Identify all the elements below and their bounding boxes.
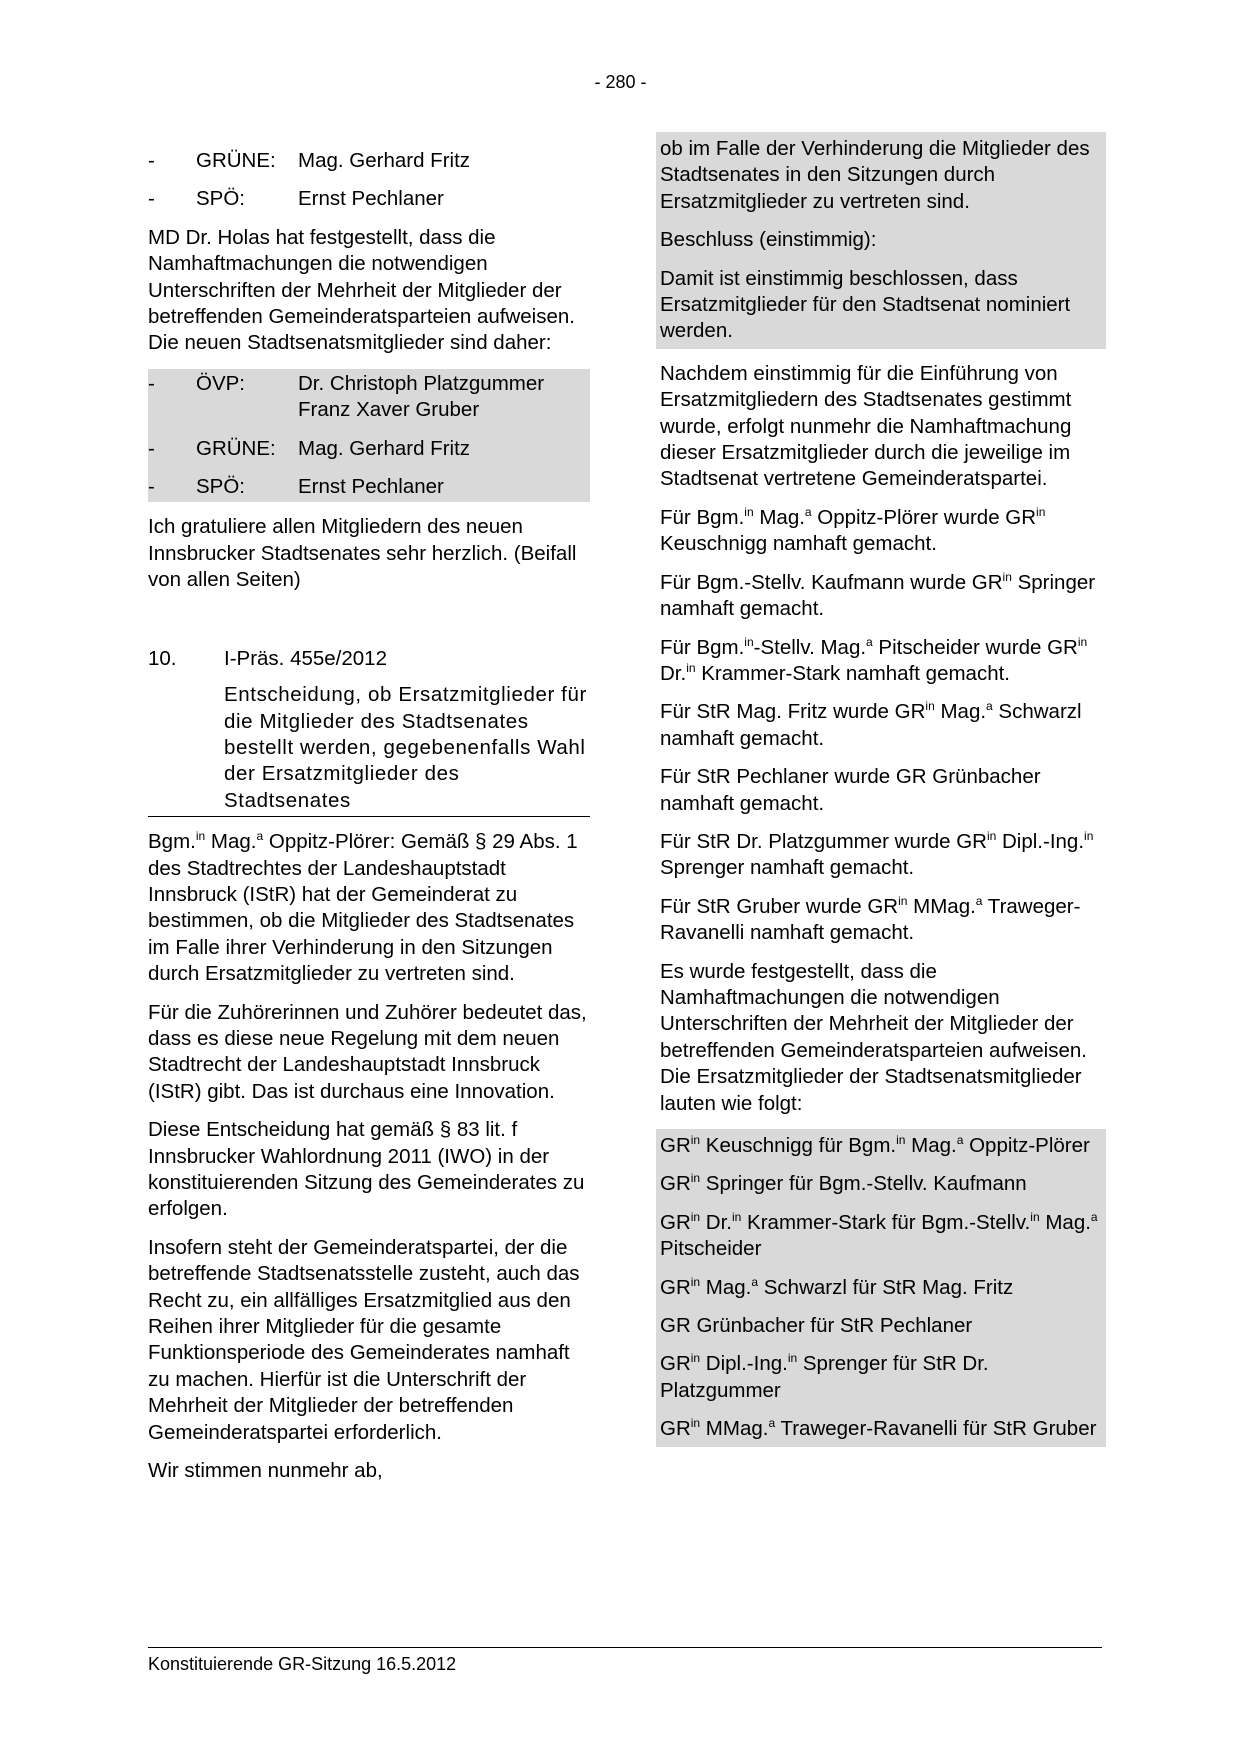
superscript: in (690, 1133, 701, 1147)
superscript: a (975, 893, 983, 908)
text-run: Oppitz-Plörer (963, 1134, 1090, 1157)
nomination-item (660, 764, 1102, 817)
text-run: Pitscheider (660, 1237, 762, 1261)
nomination-item (660, 635, 1102, 688)
member-item (660, 1313, 1102, 1339)
superscript: a (866, 634, 873, 649)
text-run: Für StR Dr. Platzgummer wurde GR (660, 829, 987, 853)
list-item (148, 186, 590, 212)
text-run: Mag. (905, 1134, 957, 1157)
superscript: a (768, 1416, 776, 1431)
party-label: ÖVP: (196, 371, 245, 395)
footer-divider (148, 1647, 1102, 1648)
list-dash: - (148, 371, 155, 395)
list-item (148, 436, 590, 474)
footer: Konstituierende GR-Sitzung 16.5.2012 (148, 1654, 457, 1674)
member-name: Franz Xaver Gruber (298, 398, 480, 422)
member-name: Mag. Gerhard Fritz (298, 436, 471, 460)
text-run: Oppitz-Plörer wurde GR (811, 505, 1037, 529)
text-run: Keuschnigg für Bgm. (700, 1134, 897, 1157)
text-run: GR (660, 1172, 691, 1196)
text-run: Mag. (753, 505, 805, 529)
text-run: Traweger-Ravanelli für StR Gruber (775, 1417, 1097, 1441)
superscript: in (896, 1133, 906, 1147)
member-name: Mag. Gerhard Fritz (298, 149, 471, 172)
text-run: Schwarzl namhaft gemacht. (660, 700, 1082, 750)
text-run: Schwarzl für StR Mag. Fritz (758, 1275, 1014, 1299)
member-name: Ernst Pechlaner (298, 475, 444, 499)
nomination-item (660, 894, 1102, 947)
shaded-block-resolution (656, 132, 1106, 349)
list-item (148, 371, 590, 436)
list-dash: - (148, 436, 155, 460)
nomination-item (660, 505, 1102, 558)
party-label: GRÜNE: (196, 149, 276, 172)
text-run: Springer namhaft gemacht. (660, 570, 1096, 621)
text-run: GR (660, 1352, 691, 1376)
superscript: in (1077, 634, 1088, 649)
paragraph: Insofern steht der Gemeinderatspartei, der die betreffende Stadtsenatsstelle zusteht, auch das Recht zu, ein allfälliges Ersatzmitglied aus den Reihen ihrer Mitglieder für die gesamte Funktionsperiode des Gemeinderates namhaft zu machen. Hierfür ist die Unterschrift der Mehrheit der Mitglieder der betreffenden Gemeinderatspartei erforderlich. (148, 1235, 580, 1444)
agenda-item-subject: Entscheidung, ob Ersatzmitglieder für die Mitglieder des Stadtsenates bestellt werden, gegebenenfalls Wahl der Ersatzmitglieder des Stadtsenates (148, 682, 590, 817)
paragraph: Für die Zuhörerinnen und Zuhörer bedeutet das, dass es diese neue Regelung mit dem neuen Stadtrecht der Landeshauptstadt Innsbruck (IStR) gibt. Das ist durchaus eine Innovation. (148, 1000, 587, 1103)
text-run: MMag. (700, 1417, 769, 1441)
text-run: Sprenger namhaft gemacht. (660, 856, 915, 880)
text-run: MMag. (907, 894, 976, 918)
text-run: GR (660, 1134, 691, 1157)
text-run: Traweger-Ravanelli namhaft gemacht. (660, 894, 1081, 945)
superscript: in (986, 828, 997, 843)
paragraph: Ich gratuliere allen Mitgliedern des neuen Innsbrucker Stadtsenates sehr herzlich. (Beifall von allen Seiten) (148, 515, 577, 592)
superscript: a (751, 1274, 759, 1289)
text-run: Dipl.-Ing. (996, 829, 1085, 853)
superscript: in (195, 829, 206, 844)
superscript: a (1090, 1209, 1098, 1224)
text-run: GR (660, 1417, 691, 1441)
text-run: Keuschnigg namhaft gemacht. (660, 532, 937, 556)
text-run: Für Bgm. (660, 505, 745, 529)
member-name: Ernst Pechlaner (298, 187, 444, 211)
superscript: a (804, 504, 812, 519)
text-run: GR Grünbacher für StR Pechlaner (660, 1314, 973, 1338)
superscript: in (744, 504, 754, 519)
text-run: Dipl.-Ing. (700, 1352, 788, 1376)
superscript: in (690, 1351, 701, 1366)
member-item (660, 1275, 1102, 1301)
text-run: Springer für Bgm.-Stellv. Kaufmann (700, 1172, 1027, 1196)
superscript: in (1084, 828, 1094, 843)
superscript: in (925, 699, 935, 714)
member-names (298, 371, 590, 424)
text-run: Sprenger für StR Dr. Platzgummer (660, 1352, 989, 1402)
nomination-list (660, 505, 1102, 947)
superscript: in (787, 1351, 798, 1366)
party-list-1 (148, 148, 590, 213)
superscript: in (898, 893, 908, 908)
text-run: GR (660, 1275, 691, 1299)
text-run: Mag. (700, 1275, 752, 1299)
superscript: in (690, 1274, 701, 1289)
right-column (660, 137, 1102, 1447)
superscript: in (732, 1209, 742, 1224)
superscript: in (1036, 504, 1046, 519)
list-dash: - (148, 475, 155, 499)
superscript: a (956, 1133, 964, 1147)
member-item (660, 1133, 1102, 1159)
left-column (148, 148, 590, 1496)
text-run: -Stellv. Mag. (753, 635, 867, 659)
text-run: Für Bgm. (660, 635, 745, 659)
text-run: Mag. (934, 700, 987, 724)
list-item (148, 474, 590, 502)
party-label: SPÖ: (196, 187, 245, 211)
list-dash: - (148, 187, 155, 211)
agenda-item-reference: I-Präs. 455e/2012 (224, 646, 387, 670)
list-item (148, 148, 590, 174)
superscript: in (690, 1171, 701, 1186)
party-label: GRÜNE: (196, 436, 276, 460)
paragraph: Wir stimmen nunmehr ab, (148, 1459, 383, 1483)
member-item (660, 1351, 1102, 1404)
paragraph: Es wurde festgestellt, dass die Namhaftmachungen die notwendigen Unterschriften der Mehrheit der Mitglieder der betreffenden Gemeinderatsparteien aufweisen. Die Ersatzmitglieder der Stadtsenatsmitglieder lauten wie folgt: (660, 959, 1087, 1115)
text-run: Mag. (205, 830, 257, 854)
text-run: Für StR Mag. Fritz wurde GR (660, 700, 926, 724)
superscript: in (686, 660, 696, 675)
resolution-label: Beschluss (einstimmig): (660, 228, 877, 252)
resolution-text: Damit ist einstimmig beschlossen, dass Ersatzmitglieder für den Stadtsenat nominiert werden. (660, 266, 1071, 343)
party-list-2 (148, 369, 590, 503)
superscript: a (256, 829, 264, 844)
nomination-item (660, 699, 1102, 752)
paragraph: MD Dr. Holas hat festgestellt, dass die Namhaftmachungen die notwendigen Unterschriften der Mehrheit der Mitglieder der betreffenden Gemeinderatsparteien aufweisen. Die neuen Stadtsenatsmitglieder sind daher: (148, 225, 575, 355)
text-run: Krammer-Stark namhaft gemacht. (695, 661, 1010, 685)
superscript: in (1030, 1209, 1040, 1224)
superscript: in (744, 634, 754, 649)
superscript: a (986, 699, 993, 714)
text-run: Für StR Pechlaner wurde GR Grünbacher namhaft gemacht. (660, 765, 1041, 815)
nomination-item (660, 570, 1102, 623)
text-run: Für StR Gruber wurde GR (660, 894, 899, 918)
superscript: in (690, 1209, 701, 1224)
text-run: Pitscheider wurde GR (872, 635, 1078, 659)
shaded-block-members (656, 1129, 1106, 1447)
superscript: in (1002, 569, 1012, 584)
text-run: Für Bgm.-Stellv. Kaufmann wurde GR (660, 570, 1003, 594)
text-run: Bgm. (148, 830, 196, 854)
speaker-paragraph (148, 829, 590, 987)
member-item (660, 1171, 1102, 1197)
nomination-item (660, 829, 1102, 882)
list-dash: - (148, 149, 155, 172)
paragraph: Nachdem einstimmig für die Einführung von Ersatzmitgliedern des Stadtsenates gestimmt wurde, erfolgt nunmehr die Namhaftmachung dieser Ersatzmitglieder durch die jeweilige im Stadtsenat vertretene Gemeinderatspartei. (660, 361, 1072, 491)
member-item (660, 1210, 1102, 1263)
text-run: Dr. (700, 1210, 732, 1234)
member-item (660, 1416, 1102, 1442)
text-run: Krammer-Stark für Bgm.-Stellv. (741, 1210, 1031, 1234)
text-run: Dr. (660, 661, 687, 685)
text-run: Oppitz-Plörer: Gemäß § 29 Abs. 1 des Stadtrechtes der Landeshauptstadt Innsbruck (IStR) hat der Gemeinderat zu bestimmen, ob die Mitglieder des Stadtsenates im Falle ihrer Verhinderung in den Sitzungen durch Ersatzmitglieder zu vertreten sind. (148, 830, 578, 986)
paragraph: ob im Falle der Verhinderung die Mitglieder des Stadtsenates in den Sitzungen durch Ersatzmitglieder zu vertreten sind. (660, 137, 1090, 213)
member-name: Dr. Christoph Platzgummer (298, 371, 545, 395)
paragraph: Diese Entscheidung hat gemäß § 83 lit. f Innsbrucker Wahlordnung 2011 (IWO) in der konstituierenden Sitzung des Gemeinderates zu erfolgen. (148, 1118, 585, 1221)
agenda-item-header (148, 646, 590, 672)
page-number: - 280 - (594, 72, 647, 92)
text-run: GR (660, 1210, 691, 1234)
party-label: SPÖ: (196, 475, 245, 499)
text-run: Mag. (1039, 1210, 1091, 1234)
agenda-item-number: 10. (148, 646, 177, 670)
superscript: in (690, 1416, 701, 1431)
